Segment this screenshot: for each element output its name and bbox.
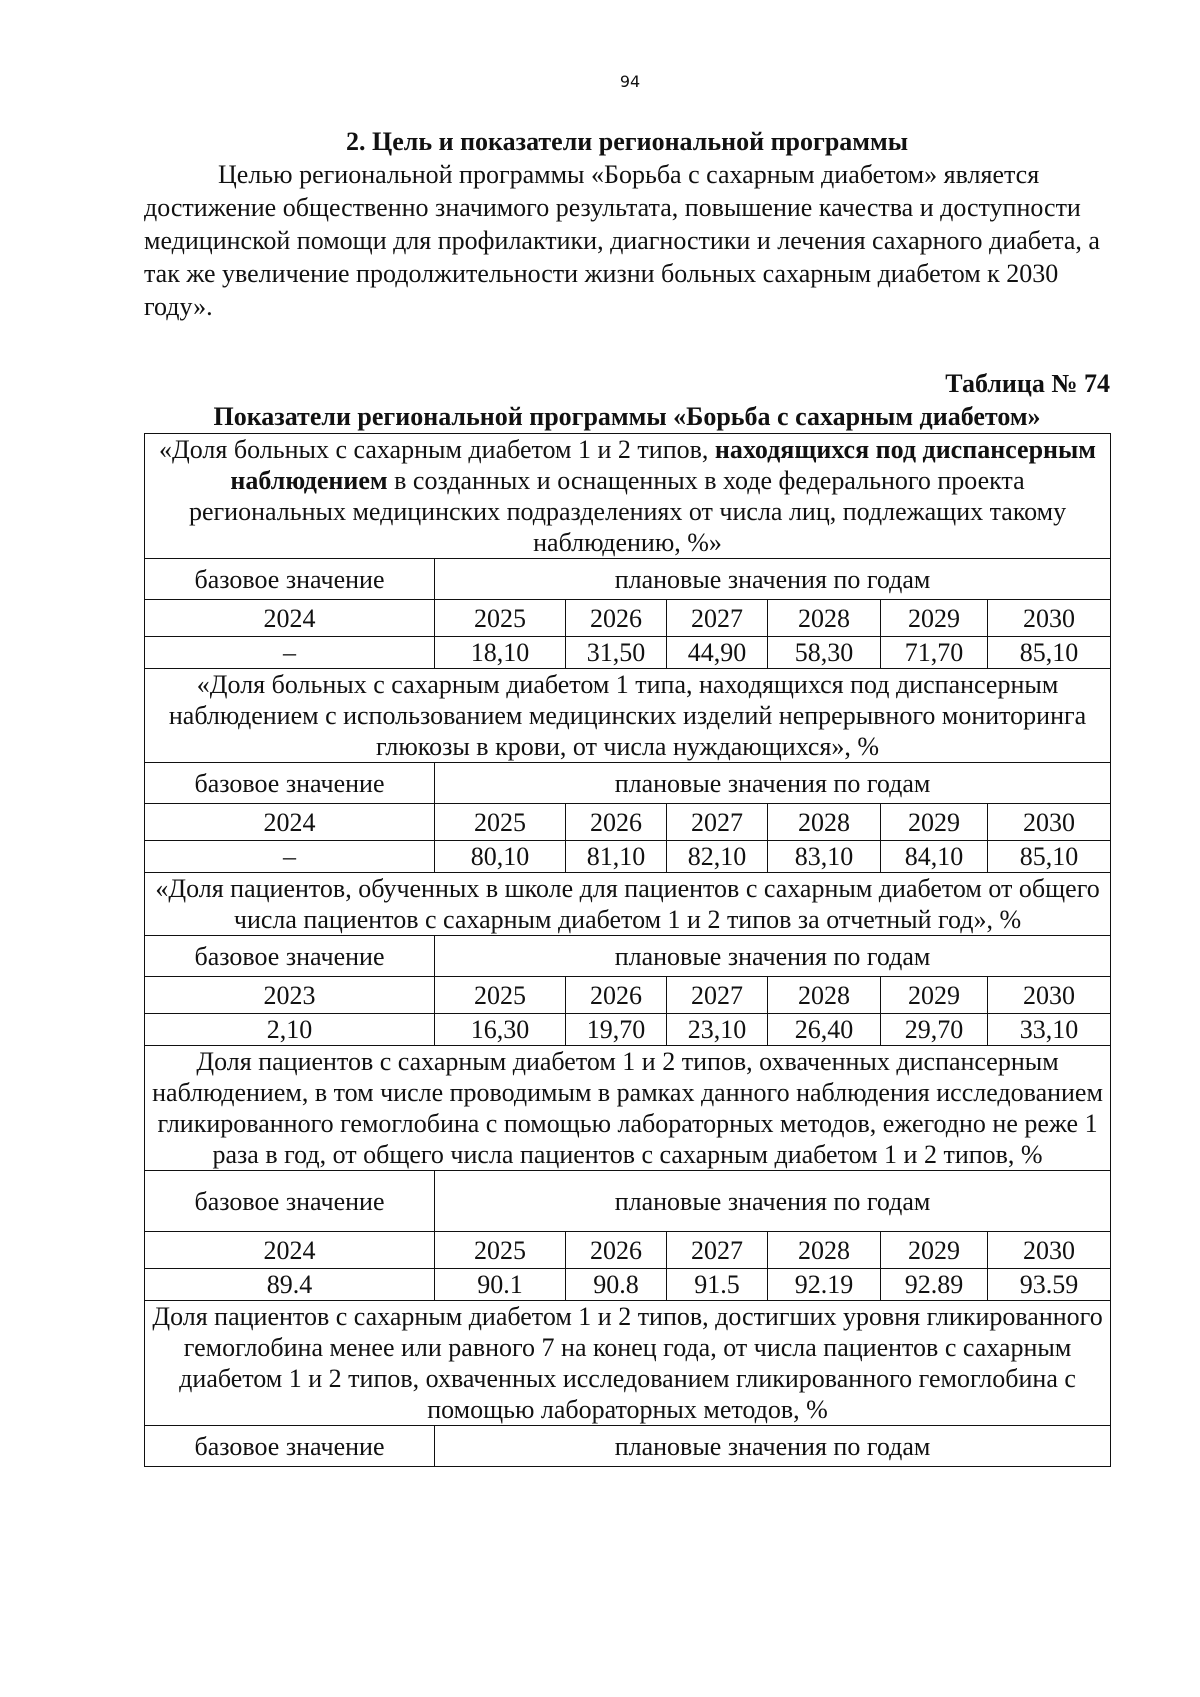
- indicator-title: [145, 434, 1111, 559]
- base-value-label: базовое значение: [145, 559, 435, 600]
- base-value-label: базовое значение: [145, 1426, 435, 1467]
- indicator-title-text: «Доля пациентов, обученных в школе для пациентов с сахарным диабетом от общего числа пациентов с сахарным диабетом 1 и 2 типов за отчетный год», %: [155, 874, 1100, 934]
- base-value-label: базовое значение: [145, 936, 435, 977]
- plan-value-cell: 18,10: [435, 637, 566, 669]
- base-value-cell: 2,10: [145, 1014, 435, 1046]
- indicator-year-row: [145, 977, 1111, 1014]
- indicator-title-bold: находящихся под диспансерным наблюдением: [230, 435, 1097, 495]
- indicator-value-row: [145, 637, 1111, 669]
- indicator-heading-row: [145, 1046, 1111, 1171]
- plan-value-cell: 29,70: [881, 1014, 988, 1046]
- base-value-cell: 89.4: [145, 1269, 435, 1301]
- base-year-cell: 2023: [145, 977, 435, 1014]
- plan-year-cell: 2029: [881, 804, 988, 841]
- plan-year-cell: 2028: [768, 600, 881, 637]
- indicator-title-text: Доля пациентов с сахарным диабетом 1 и 2 типов, достигших уровня гликированного гемоглобина менее или равного 7 на конец года, от числа пациентов с сахарным диабетом 1 и 2 типов, охваченных исследованием гликированного гемоглобина с помощью лабораторных методов, %: [152, 1302, 1103, 1424]
- plan-year-cell: 2027: [667, 1232, 768, 1269]
- indicator-label-row: [145, 936, 1111, 977]
- plan-year-cell: 2028: [768, 1232, 881, 1269]
- plan-year-cell: 2026: [566, 977, 667, 1014]
- plan-value-cell: 33,10: [988, 1014, 1111, 1046]
- plan-year-cell: 2030: [988, 804, 1111, 841]
- plan-values-label: плановые значения по годам: [435, 936, 1111, 977]
- indicator-title: [145, 1046, 1111, 1171]
- indicator-title: [145, 1301, 1111, 1426]
- indicator-year-row: [145, 600, 1111, 637]
- plan-value-cell: 82,10: [667, 841, 768, 873]
- plan-year-cell: 2029: [881, 977, 988, 1014]
- plan-values-label: плановые значения по годам: [435, 763, 1111, 804]
- plan-year-cell: 2025: [435, 1232, 566, 1269]
- plan-year-cell: 2026: [566, 600, 667, 637]
- intro-paragraph: Целью региональной программы «Борьба с сахарным диабетом» является достижение общественно значимого результата, повышение качества и доступности медицинской помощи для профилактики, диагностики и лечения сахарного диабета, а так же увеличение продолжительности жизни больных сахарным диабетом к 2030 году».: [144, 160, 1100, 321]
- plan-value-cell: 92.89: [881, 1269, 988, 1301]
- plan-year-cell: 2027: [667, 977, 768, 1014]
- page-content: [144, 125, 1110, 1467]
- plan-year-cell: 2027: [667, 804, 768, 841]
- base-value-label: базовое значение: [145, 763, 435, 804]
- plan-value-cell: 93.59: [988, 1269, 1111, 1301]
- plan-value-cell: 84,10: [881, 841, 988, 873]
- plan-value-cell: 16,30: [435, 1014, 566, 1046]
- indicator-year-row: [145, 1232, 1111, 1269]
- plan-year-cell: 2026: [566, 1232, 667, 1269]
- indicator-title-text: «Доля больных с сахарным диабетом 1 и 2 типов,: [159, 435, 715, 464]
- indicator-heading-row: [145, 669, 1111, 763]
- plan-year-cell: 2026: [566, 804, 667, 841]
- plan-year-cell: 2028: [768, 977, 881, 1014]
- plan-year-cell: 2025: [435, 600, 566, 637]
- plan-value-cell: 85,10: [988, 637, 1111, 669]
- base-value-cell: –: [145, 841, 435, 873]
- base-year-cell: 2024: [145, 600, 435, 637]
- plan-year-cell: 2025: [435, 977, 566, 1014]
- plan-year-cell: 2028: [768, 804, 881, 841]
- section-title: 2. Цель и показатели региональной программы: [345, 127, 909, 156]
- plan-value-cell: 90.8: [566, 1269, 667, 1301]
- indicator-heading-row: [145, 873, 1111, 936]
- plan-value-cell: 83,10: [768, 841, 881, 873]
- base-year-cell: 2024: [145, 1232, 435, 1269]
- plan-value-cell: 90.1: [435, 1269, 566, 1301]
- plan-value-cell: 58,30: [768, 637, 881, 669]
- plan-year-cell: 2030: [988, 600, 1111, 637]
- plan-value-cell: 91.5: [667, 1269, 768, 1301]
- plan-values-label: плановые значения по годам: [435, 1426, 1111, 1467]
- plan-year-cell: 2029: [881, 1232, 988, 1269]
- plan-year-cell: 2030: [988, 977, 1111, 1014]
- indicator-title-text: в созданных и оснащенных в ходе федерального проекта региональных медицинских подразделениях от числа лиц, подлежащих такому наблюдению, %»: [188, 466, 1067, 557]
- plan-value-cell: 85,10: [988, 841, 1111, 873]
- indicator-value-row: [145, 1014, 1111, 1046]
- indicator-heading-row: [145, 434, 1111, 559]
- indicator-title-text: Доля пациентов с сахарным диабетом 1 и 2 типов, охваченных диспансерным наблюдением, в том числе проводимым в рамках данного наблюдения исследованием гликированного гемоглобина с помощью лабораторных методов, ежегодно не реже 1 раза в год, от общего числа пациентов с сахарным диабетом 1 и 2 типов, %: [152, 1047, 1103, 1169]
- plan-year-cell: 2029: [881, 600, 988, 637]
- indicator-year-row: [145, 804, 1111, 841]
- plan-value-cell: 31,50: [566, 637, 667, 669]
- indicator-label-row: [145, 763, 1111, 804]
- indicator-value-row: [145, 841, 1111, 873]
- indicator-title: [145, 873, 1111, 936]
- table-title: Показатели региональной программы «Борьба с сахарным диабетом»: [213, 402, 1041, 431]
- plan-value-cell: 92.19: [768, 1269, 881, 1301]
- table-number: Таблица № 74: [945, 369, 1110, 398]
- base-value-label: базовое значение: [145, 1171, 435, 1232]
- page-number: 94: [619, 72, 641, 91]
- indicator-title: [145, 669, 1111, 763]
- plan-year-cell: 2030: [988, 1232, 1111, 1269]
- plan-values-label: плановые значения по годам: [435, 1171, 1111, 1232]
- plan-value-cell: 23,10: [667, 1014, 768, 1046]
- indicator-title-text: «Доля больных с сахарным диабетом 1 типа, находящихся под диспансерным наблюдением с использованием медицинских изделий непрерывного мониторинга глюкозы в крови, от числа нуждающихся», %: [168, 670, 1087, 761]
- plan-value-cell: 26,40: [768, 1014, 881, 1046]
- indicator-heading-row: [145, 1301, 1111, 1426]
- plan-value-cell: 71,70: [881, 637, 988, 669]
- indicator-label-row: [145, 1171, 1111, 1232]
- plan-year-cell: 2027: [667, 600, 768, 637]
- indicators-table-body: [145, 434, 1111, 1467]
- indicator-value-row: [145, 1269, 1111, 1301]
- plan-value-cell: 44,90: [667, 637, 768, 669]
- plan-year-cell: 2025: [435, 804, 566, 841]
- plan-values-label: плановые значения по годам: [435, 559, 1111, 600]
- indicators-table: [144, 433, 1111, 1467]
- base-value-cell: –: [145, 637, 435, 669]
- base-year-cell: 2024: [145, 804, 435, 841]
- plan-value-cell: 81,10: [566, 841, 667, 873]
- plan-value-cell: 80,10: [435, 841, 566, 873]
- indicator-label-row: [145, 559, 1111, 600]
- indicator-label-row: [145, 1426, 1111, 1467]
- plan-value-cell: 19,70: [566, 1014, 667, 1046]
